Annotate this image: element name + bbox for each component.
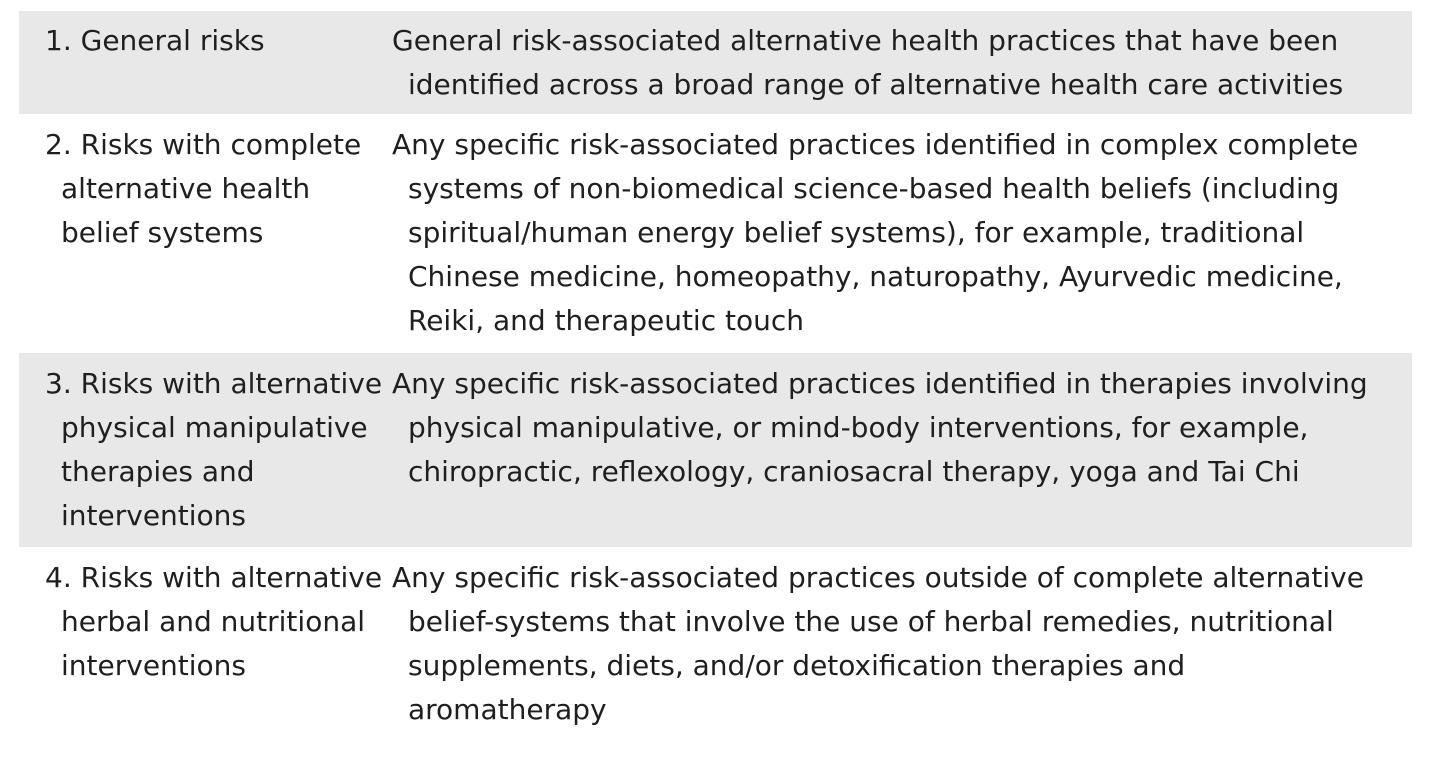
table-row	[19, 11, 1412, 114]
risk-description-cell: Any specific risk-associated practices outside of complete alternative belief-systems that involve the use of herbal remedies, nutritional supplements, diets, and/or detoxification therapies and aromatherapy	[392, 561, 1364, 726]
risk-category-cell: 3. Risks with alternative physical manipulative therapies and interventions	[45, 367, 383, 532]
risk-category-cell: 1. General risks	[45, 24, 265, 57]
risk-categories-table-container	[19, 11, 1412, 736]
risk-description-cell: General risk-associated alternative health practices that have been identified across a broad range of alternative health care activities	[392, 24, 1344, 101]
table-row	[19, 547, 1412, 736]
risk-category-cell: 2. Risks with complete alternative health belief systems	[45, 128, 362, 249]
risk-categories-table	[19, 11, 1412, 736]
risk-description-cell: Any specific risk-associated practices identified in complex complete systems of non-biomedical science-based health beliefs (including spiritual/human energy belief systems), for example, traditional Chinese medicine, homeopathy, naturopathy, Ayurvedic medicine, Reiki, and therapeutic touch	[392, 128, 1359, 337]
risk-category-cell: 4. Risks with alternative herbal and nutritional interventions	[45, 561, 383, 682]
risk-description-cell: Any specific risk-associated practices identified in therapies involving physical manipulative, or mind-body interventions, for example, chiropractic, reflexology, craniosacral therapy, yoga and Tai Chi	[392, 367, 1368, 488]
table-row	[19, 114, 1412, 353]
table-row	[19, 353, 1412, 547]
